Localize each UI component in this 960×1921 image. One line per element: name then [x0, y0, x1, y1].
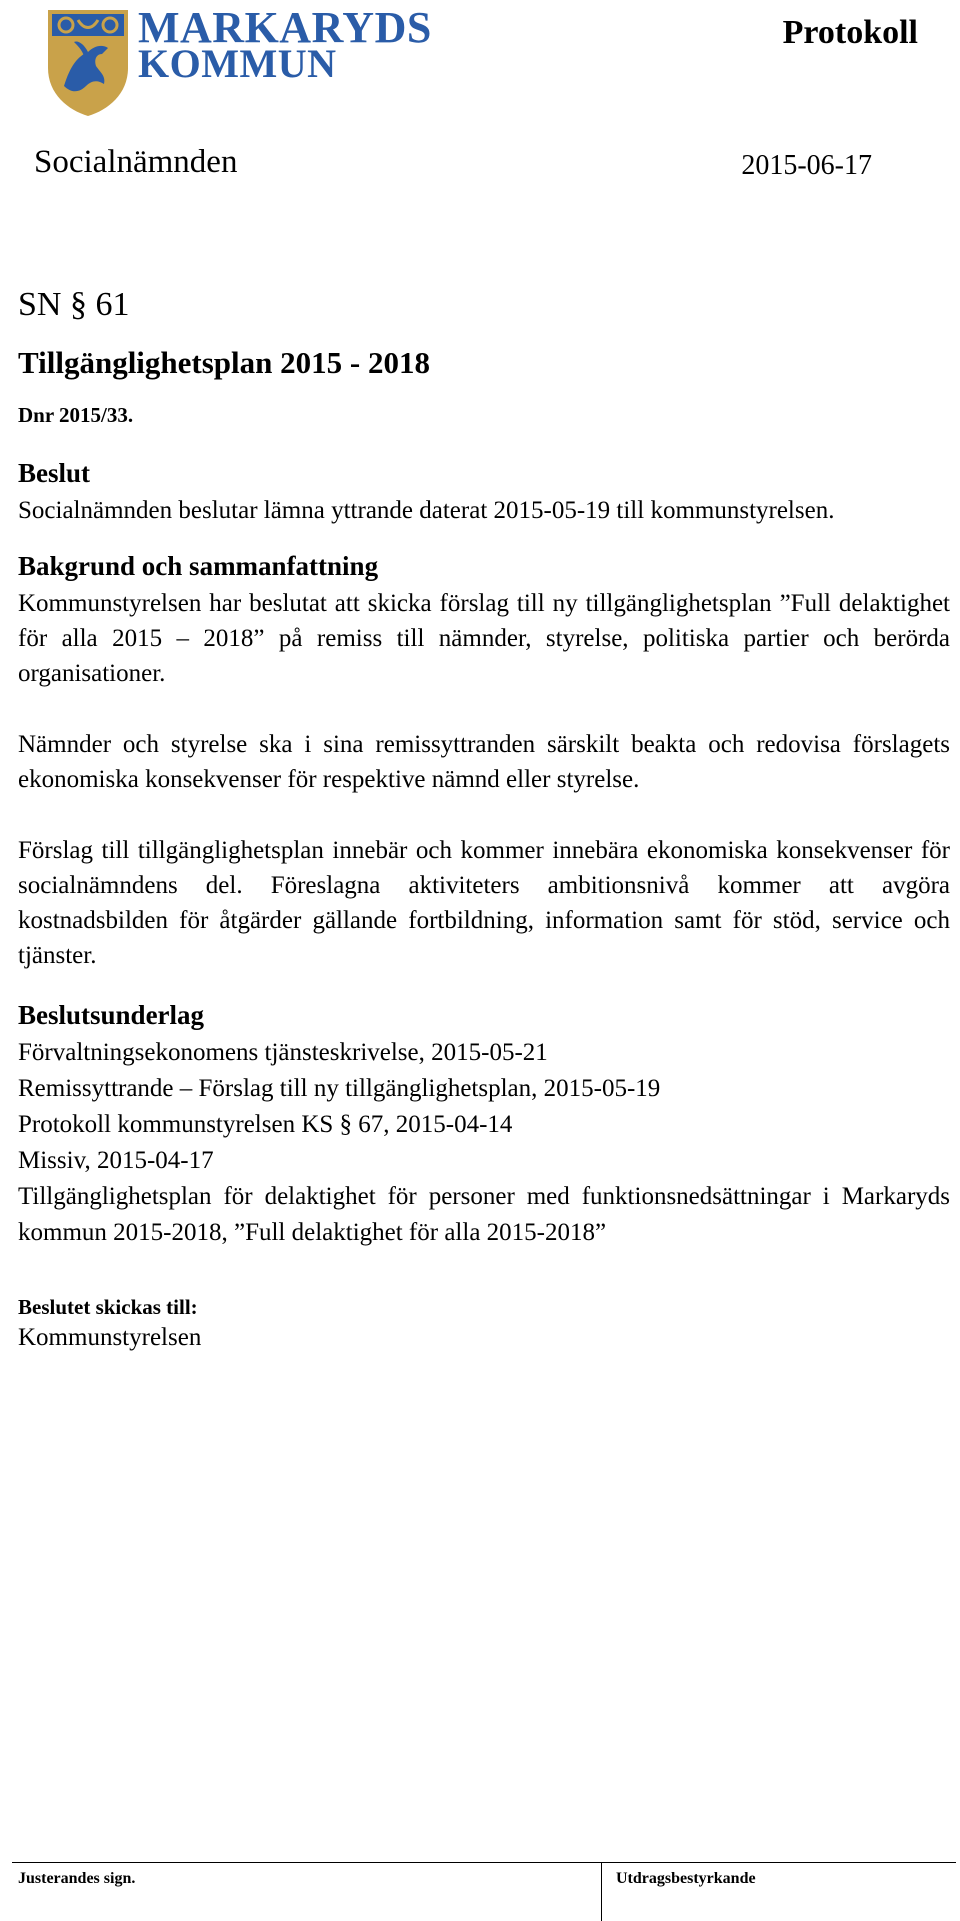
committee-name: Socialnämnden — [34, 144, 238, 180]
paragraph-number: SN § 61 — [18, 286, 130, 323]
footer-divider — [601, 1862, 602, 1921]
basis-item: Förvaltningsekonomens tjänsteskrivelse, 2015-05-21 — [18, 1039, 548, 1066]
logo-text-line1: MARKARYDS — [138, 3, 432, 52]
background-paragraph: Kommunstyrelsen har beslutat att skicka förslag till ny tillgänglighetsplan ”Full delaktighet för alla 2015 – 2018” på remiss till nämnder, styrelse, politiska partier och berörda organisationer. — [18, 590, 950, 687]
municipality-logo — [44, 3, 432, 118]
background-heading: Bakgrund och sammanfattning — [18, 551, 379, 581]
coat-of-arms-icon — [44, 6, 132, 118]
basis-item: Tillgänglighetsplan för delaktighet för personer med funktionsnedsättningar i Markaryds kommun 2015-2018, ”Full delaktighet för alla 2015-2018” — [18, 1183, 950, 1246]
background-paragraph: Förslag till tillgänglighetsplan innebär och kommer innebära ekonomiska konsekvenser för socialnämndens del. Föreslagna aktiviteters ambitionsnivå kommer att avgöra kostnadsbilden för åtgärder gällande fortbildning, information samt för stöd, service och tjänster. — [18, 837, 950, 969]
document-type: Protokoll — [782, 14, 918, 51]
certification-label: Utdragsbestyrkande — [616, 1870, 756, 1887]
distribution-recipient: Kommunstyrelsen — [18, 1324, 202, 1351]
decision-heading: Beslut — [18, 458, 91, 488]
protocol-body — [18, 285, 950, 1355]
case-number: Dnr 2015/33. — [18, 403, 134, 427]
meeting-date: 2015-06-17 — [741, 150, 872, 181]
basis-list — [18, 1035, 950, 1251]
signature-label: Justerandes sign. — [18, 1870, 136, 1887]
decision-text: Socialnämnden beslutar lämna yttrande daterat 2015-05-19 till kommunstyrelsen. — [18, 497, 835, 524]
footer-rule — [12, 1862, 956, 1863]
basis-item: Missiv, 2015-04-17 — [18, 1147, 214, 1174]
logo-text-line2: KOMMUN — [138, 41, 337, 86]
background-paragraph: Nämnder och styrelse ska i sina remissyttranden särskilt beakta och redovisa förslagets ekonomiska konsekvenser för respektive nämnd eller styrelse. — [18, 731, 950, 793]
basis-item: Protokoll kommunstyrelsen KS § 67, 2015-04-14 — [18, 1111, 513, 1138]
basis-heading: Beslutsunderlag — [18, 1000, 205, 1030]
case-title: Tillgänglighetsplan 2015 - 2018 — [18, 345, 430, 380]
basis-item: Remissyttrande – Förslag till ny tillgänglighetsplan, 2015-05-19 — [18, 1075, 661, 1102]
distribution-heading: Beslutet skickas till: — [18, 1295, 198, 1319]
